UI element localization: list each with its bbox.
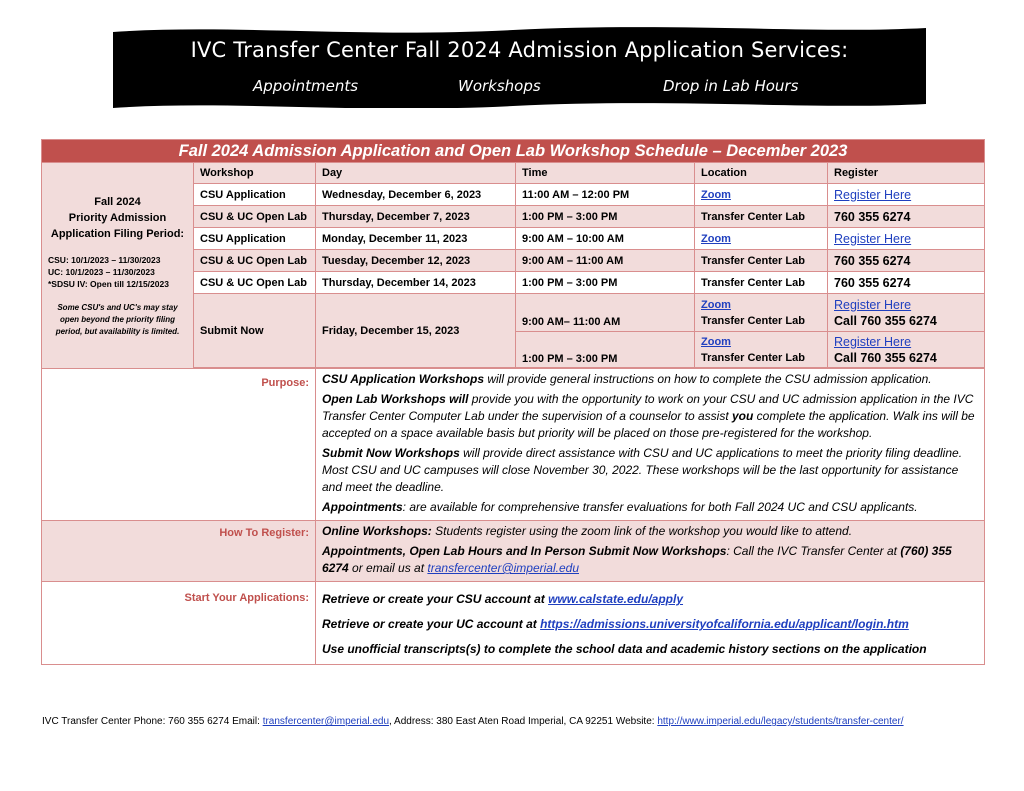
- cell-location: Transfer Center Lab: [701, 314, 805, 327]
- header-workshop: Workshop: [194, 163, 316, 184]
- cell-workshop: CSU & UC Open Lab: [194, 206, 316, 228]
- footer: [42, 716, 904, 727]
- cell-location: Transfer Center Lab: [695, 250, 828, 272]
- footer-text-b: , Address: 380 East Aten Road Imperial, CA 92251 Website:: [389, 716, 658, 727]
- schedule-table: [41, 139, 985, 665]
- priority-line-1: Fall 2024: [94, 195, 141, 208]
- zoom-link[interactable]: Zoom: [701, 335, 731, 348]
- cell-day: Tuesday, December 12, 2023: [316, 250, 516, 272]
- cell-day: Thursday, December 14, 2023: [316, 272, 516, 294]
- zoom-link[interactable]: Zoom: [701, 298, 731, 311]
- cell-location: Transfer Center Lab: [695, 206, 828, 228]
- cell-time: 9:00 AM – 11:00 AM: [516, 250, 695, 272]
- purpose-text: [316, 369, 985, 521]
- purpose-p2-bold: Open Lab Workshops will: [322, 392, 469, 406]
- cell-day: Monday, December 11, 2023: [316, 228, 516, 250]
- cell-time: 9:00 AM – 10:00 AM: [516, 228, 695, 250]
- cell-day: Wednesday, December 6, 2023: [316, 184, 516, 206]
- header-location: Location: [695, 163, 828, 184]
- priority-line-3: Application Filing Period:: [50, 227, 185, 240]
- priority-date-uc: UC: 10/1/2023 – 11/30/2023: [48, 266, 155, 277]
- cell-workshop: CSU & UC Open Lab: [194, 272, 316, 294]
- cell-phone: Call 760 355 6274: [834, 350, 937, 365]
- zoom-link[interactable]: Zoom: [701, 188, 731, 201]
- footer-text-a: IVC Transfer Center Phone: 760 355 6274 Email:: [42, 716, 263, 727]
- banner-title: IVC Transfer Center Fall 2024 Admission Application Services:: [190, 38, 849, 62]
- cell-workshop: CSU Application: [194, 184, 316, 206]
- register-l2-text: : Call the IVC Transfer Center at: [726, 544, 901, 558]
- how-to-register-row: [42, 521, 985, 582]
- start-l3-text: Use unofficial transcripts(s) to complete the school data and academic history sections on the application: [322, 642, 927, 656]
- priority-filing-period: [42, 163, 194, 369]
- cell-phone: 760 355 6274: [828, 272, 985, 294]
- purpose-p4-bold: Appointments: [322, 500, 403, 514]
- cell-time: 1:00 PM – 3:00 PM: [516, 206, 695, 228]
- start-applications-label: Start Your Applications:: [42, 582, 316, 665]
- purpose-p1-text: will provide general instructions on how to complete the CSU admission application.: [484, 372, 932, 386]
- start-applications-row: [42, 582, 985, 665]
- cell-day: Friday, December 15, 2023: [316, 294, 516, 368]
- header-day: Day: [316, 163, 516, 184]
- register-here-link[interactable]: Register Here: [834, 231, 912, 246]
- schedule-title: Fall 2024 Admission Application and Open Lab Workshop Schedule – December 2023: [42, 140, 985, 163]
- purpose-p4-text: : are available for comprehensive transfer evaluations for both Fall 2024 UC and CSU applicants.: [402, 500, 918, 514]
- register-here-link[interactable]: Register Here: [834, 297, 912, 312]
- register-here-link[interactable]: Register Here: [834, 334, 912, 349]
- footer-email-link[interactable]: transfercenter@imperial.edu: [262, 716, 390, 727]
- cell-day: Thursday, December 7, 2023: [316, 206, 516, 228]
- cell-location: Transfer Center Lab: [701, 351, 805, 364]
- purpose-row: [42, 369, 985, 521]
- cell-workshop: CSU Application: [194, 228, 316, 250]
- how-to-register-text: [316, 521, 985, 582]
- priority-dates: [48, 254, 187, 290]
- register-here-link[interactable]: Register Here: [834, 187, 912, 202]
- priority-note: Some CSU's and UC's may stay open beyond the priority filing period, but availability is limited.: [55, 302, 180, 336]
- cell-phone: 760 355 6274: [828, 206, 985, 228]
- purpose-p2-text-a: provide you with the opportunity to work on your CSU and UC admission application in the IVC Transfer Center Computer Lab under the supervision of a counselor to assist: [322, 392, 974, 423]
- how-to-register-label: How To Register:: [42, 521, 316, 582]
- purpose-p2-you: you: [732, 409, 754, 423]
- register-l1-text: Students register using the zoom link of the workshop you would like to attend.: [431, 524, 853, 538]
- cell-time: 11:00 AM – 12:00 PM: [516, 184, 695, 206]
- header-register: Register: [828, 163, 985, 184]
- cell-phone: 760 355 6274: [828, 250, 985, 272]
- cell-time: 9:00 AM– 11:00 AM: [516, 294, 695, 332]
- header-banner: [113, 24, 926, 108]
- register-phone: (760) 355 6274: [322, 544, 952, 575]
- banner-item-drop-in-lab: Drop in Lab Hours: [663, 77, 799, 95]
- purpose-p2-text-b: complete the application. Walk ins will be accepted on a space available basis but priority will be placed on those pre-registered for the workshop.: [322, 409, 975, 440]
- cell-phone: Call 760 355 6274: [834, 313, 937, 328]
- cell-location: Transfer Center Lab: [695, 272, 828, 294]
- banner-background: [113, 24, 926, 108]
- banner-item-workshops: Workshops: [458, 77, 541, 95]
- start-l2-text: Retrieve or create your UC account at: [322, 617, 541, 631]
- cell-workshop: Submit Now: [194, 294, 316, 368]
- purpose-p1-bold: CSU Application Workshops: [322, 372, 485, 386]
- cell-time: 1:00 PM – 3:00 PM: [516, 332, 695, 368]
- footer-website-link[interactable]: http://www.imperial.edu/legacy/students/transfer-center/: [657, 716, 904, 727]
- purpose-p3-bold: Submit Now Workshops: [322, 446, 460, 460]
- priority-date-csu: CSU: 10/1/2023 – 11/30/2023: [48, 254, 161, 265]
- uc-admissions-link[interactable]: https://admissions.universityofcalifornia.edu/applicant/login.htm: [540, 617, 909, 631]
- purpose-label: Purpose:: [42, 369, 316, 521]
- register-l2-bold: Appointments, Open Lab Hours and In Person Submit Now Workshops: [322, 544, 727, 558]
- calstate-link[interactable]: www.calstate.edu/apply: [548, 592, 684, 606]
- banner-item-appointments: Appointments: [253, 77, 359, 95]
- priority-date-sdsu: *SDSU IV: Open till 12/15/2023: [48, 278, 169, 289]
- zoom-link[interactable]: Zoom: [701, 232, 731, 245]
- cell-time: 1:00 PM – 3:00 PM: [516, 272, 695, 294]
- start-l1-text: Retrieve or create your CSU account at: [322, 592, 549, 606]
- start-applications-text: [316, 582, 985, 665]
- header-time: Time: [516, 163, 695, 184]
- register-l2-or: or email us at: [348, 561, 428, 575]
- purpose-p3-text: will provide direct assistance with CSU and UC applications to meet the priority filing deadline. Most CSU and UC campuses will close November 30, 2022. These workshops will be the last opportunity for assistance and meet the deadline.: [322, 446, 963, 494]
- register-l1-bold: Online Workshops:: [322, 524, 432, 538]
- priority-line-2: Priority Admission: [68, 211, 167, 224]
- email-link[interactable]: transfercenter@imperial.edu: [427, 561, 579, 575]
- cell-workshop: CSU & UC Open Lab: [194, 250, 316, 272]
